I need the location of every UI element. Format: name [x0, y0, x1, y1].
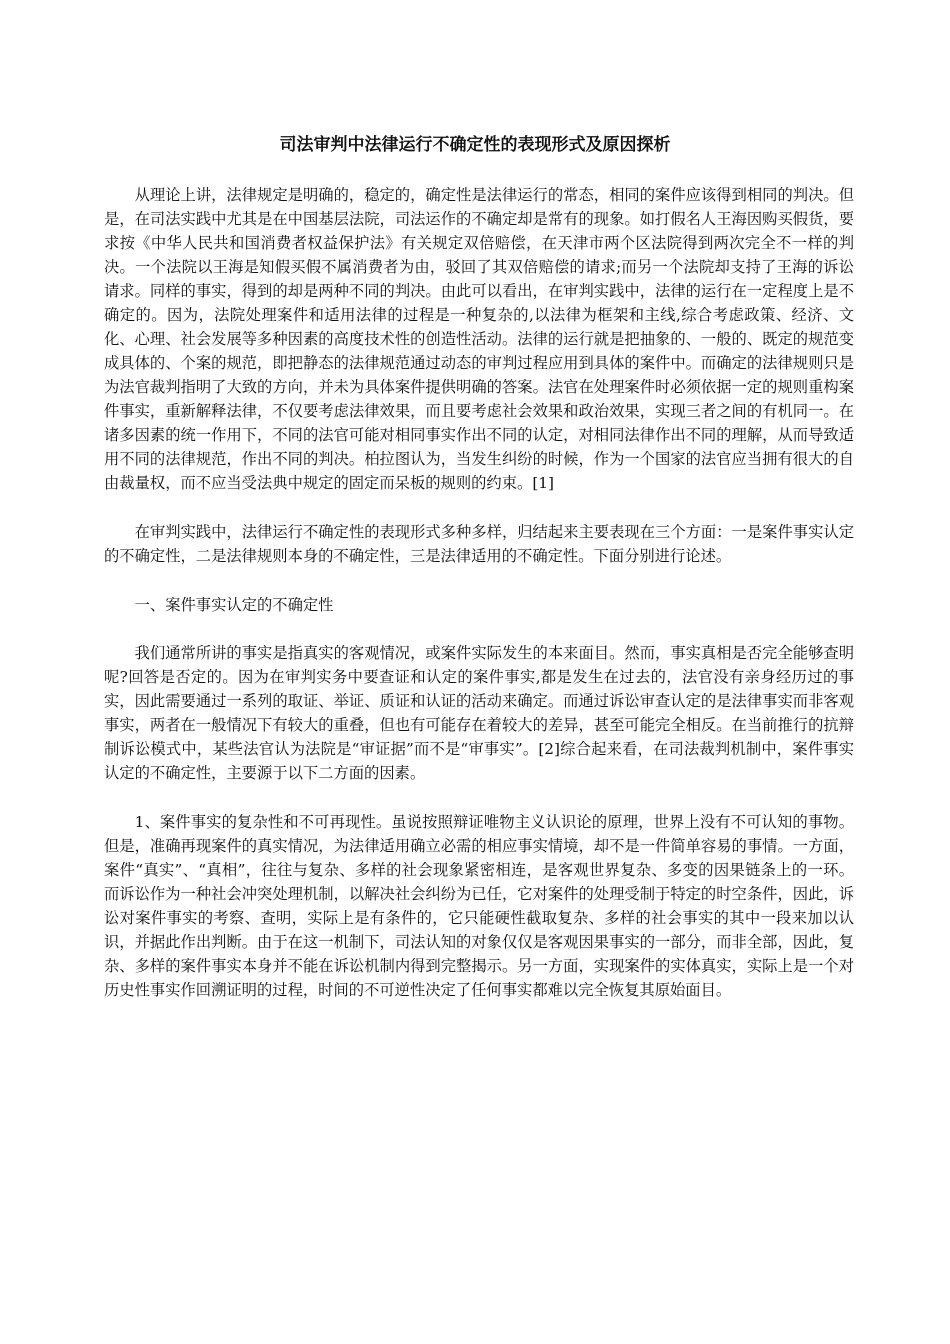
paragraph: 1、案件事实的复杂性和不可再现性。虽说按照辩证唯物主义认识论的原理，世界上没有不可认知的事物。但是，准确再现案件的真实情况，为法律适用确立必需的相应事实情境，却不是一件简单容易的事情。一方面，案件“真实”、“真相”，往往与复杂、多样的社会现象紧密相连，是客观世界复杂、多变的因果链条上的一环。而诉讼作为一种社会冲突处理机制，以解决社会纠纷为已任，它对案件的处理受制于特定的时空条件，因此，诉讼对案件事实的考察、查明，实际上是有条件的，它只能硬性截取复杂、多样的社会事实的其中一段来加以认识，并据此作出判断。由于在这一机制下，司法认知的对象仅仅是客观因果事实的一部分，而非全部，因此，复杂、多样的案件事实本身并不能在诉讼机制内得到完整揭示。另一方面，实现案件的实体真实，实际上是一个对历史性事实作回溯证明的过程，时间的不可逆性决定了任何事实都难以完全恢复其原始面目。 [104, 813, 854, 999]
paragraph: 我们通常所讲的事实是指真实的客观情况，或案件实际发生的本来面目。然而，事实真相是否完全能够查明呢?回答是否定的。因为在审判实务中要查证和认定的案件事实,都是发生在过去的，法官没有亲身经历过的事实，因此需要通过一系列的取证、举证、质证和认证的活动来确定。而通过诉讼审查认定的是法律事实而非客观事实，两者在一般情况下有较大的重叠，但也有可能存在着较大的差异，甚至可能完全相反。在当前推行的抗辩制诉讼模式中，某些法官认为法院是“审证据”而不是“审事实”。[2]综合起来看，在司法裁判机制中，案件事实认定的不确定性，主要源于以下二方面的因素。 [104, 644, 854, 782]
paragraph: 在审判实践中，法律运行不确定性的表现形式多种多样，归结起来主要表现在三个方面：一是案件事实认定的不确定性，二是法律规则本身的不确定性，三是法律适用的不确定性。下面分别进行论述。 [104, 523, 854, 565]
document-title: 司法审判中法律运行不确定性的表现形式及原因探析 [279, 135, 671, 155]
section-heading: 一、案件事实认定的不确定性 [134, 596, 334, 614]
document-body [104, 183, 854, 1027]
paragraph: 从理论上讲，法律规定是明确的，稳定的，确定性是法律运行的常态，相同的案件应该得到相同的判决。但是，在司法实践中尤其是在中国基层法院，司法运作的不确定却是常有的现象。如打假名人王海因购买假货，要求按《中华人民共和国消费者权益保护法》有关规定双倍赔偿，在天津市两个区法院得到两次完全不一样的判决。一个法院以王海是知假买假不属消费者为由，驳回了其双倍赔偿的请求;而另一个法院却支持了王海的诉讼请求。同样的事实，得到的却是两种不同的判决。由此可以看出，在审判实践中，法律的运行在一定程度上是不确定的。因为，法院处理案件和适用法律的过程是一种复杂的,以法律为框架和主线,综合考虑政策、经济、文化、心理、社会发展等多种因素的高度技术性的创造性活动。法律的运行就是把抽象的、一般的、既定的规范变成具体的、个案的规范，即把静态的法律规范通过动态的审判过程应用到具体的案件中。而确定的法律规则只是为法官裁判指明了大致的方向，并未为具体案件提供明确的答案。法官在处理案件时必须依据一定的规则重构案件事实，重新解释法律，不仅要考虑法律效果，而且要考虑社会效果和政治效果，实现三者之间的有机同一。在诸多因素的统一作用下，不同的法官可能对相同事实作出不同的认定，对相同法律作出不同的理解，从而导致适用不同的法律规范，作出不同的判决。柏拉图认为，当发生纠纷的时候，作为一个国家的法官应当拥有很大的自由裁量权，而不应当受法典中规定的固定而呆板的规则的约束。[1] [104, 186, 854, 492]
